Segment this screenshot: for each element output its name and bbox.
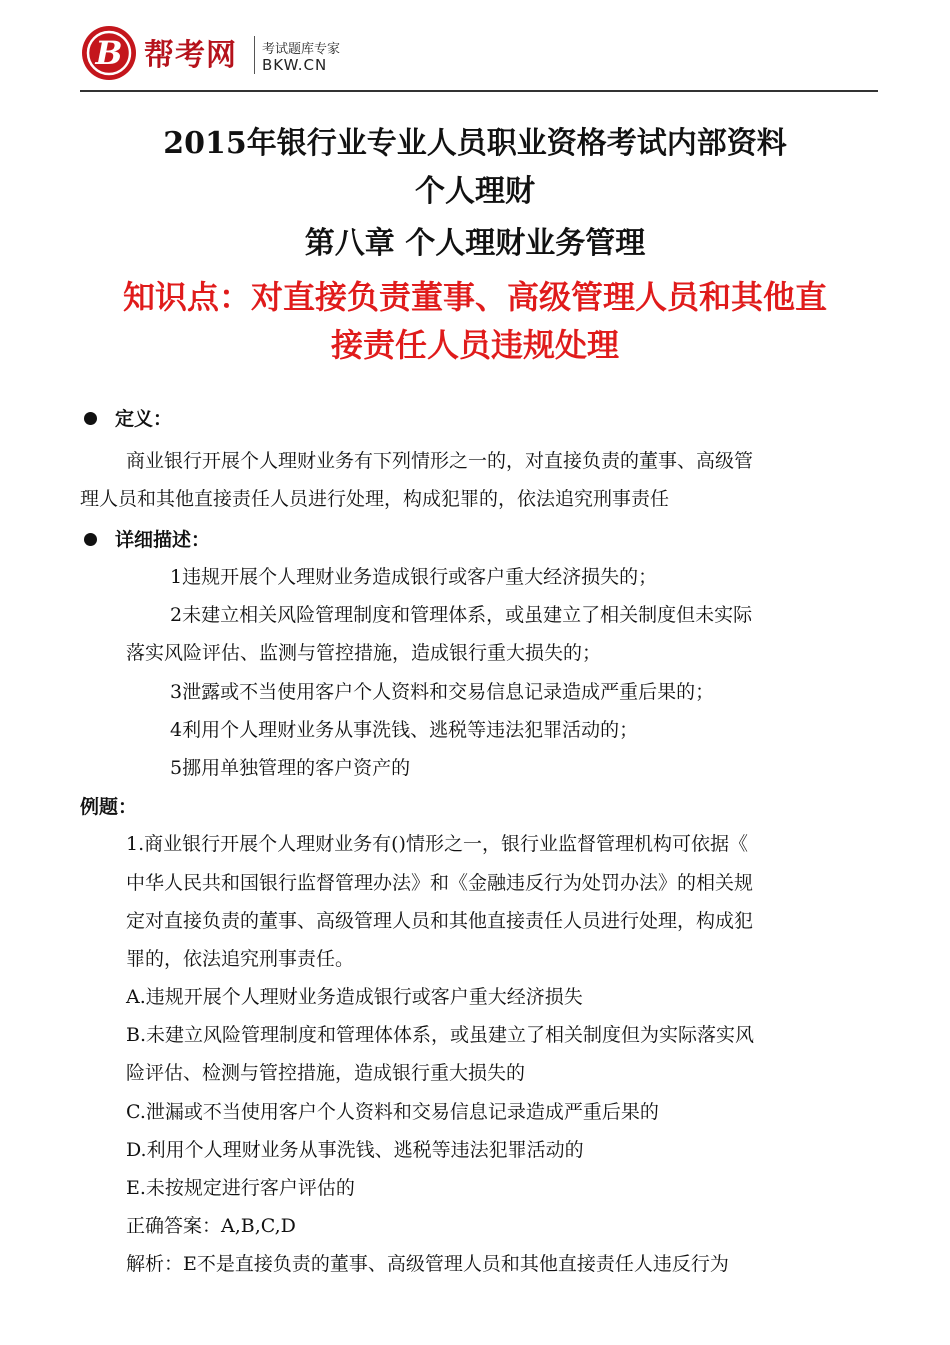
option-d: D.利用个人理财业务从事洗钱、逃税等违法犯罪活动的 bbox=[126, 1139, 584, 1161]
header-divider bbox=[80, 90, 878, 92]
option-a: A.违规开展个人理财业务造成银行或客户重大经济损失 bbox=[126, 986, 583, 1008]
chapter-title: 第八章 个人理财业务管理 bbox=[304, 226, 646, 261]
bullet-icon bbox=[84, 533, 97, 546]
detail-item: 落实风险评估、监测与管控措施，造成银行重大损失的； bbox=[126, 642, 602, 664]
details-heading bbox=[84, 525, 210, 552]
detail-item: 5挪用单独管理的客户资产的 bbox=[170, 757, 411, 779]
detail-item: 4利用个人理财业务从事洗钱、逃税等违法犯罪活动的； bbox=[170, 719, 639, 741]
analysis: 解析：E不是直接负责的董事、高级管理人员和其他直接责任人违反行为 bbox=[126, 1253, 729, 1275]
logo-b-icon bbox=[80, 24, 138, 82]
knowledge-point-title-line-1: 知识点：对直接负责董事、高级管理人员和其他直 bbox=[122, 278, 827, 316]
question-line: 罪的，依法追究刑事责任。 bbox=[126, 948, 355, 970]
logo-text: 帮考网 bbox=[144, 38, 237, 73]
option-b-continued: 险评估、检测与管控措施，造成银行重大损失的 bbox=[126, 1062, 526, 1084]
detail-item: 3泄露或不当使用客户个人资料和交易信息记录造成严重后果的； bbox=[170, 681, 715, 703]
knowledge-point-title-line-2: 接责任人员违规处理 bbox=[330, 326, 619, 364]
svg-text:B: B bbox=[95, 34, 123, 72]
document-title: 2015年银行业专业人员职业资格考试内部资料 bbox=[163, 126, 787, 161]
bullet-icon bbox=[84, 412, 97, 425]
option-e: E.未按规定进行客户评估的 bbox=[126, 1177, 355, 1199]
option-c: C.泄漏或不当使用客户个人资料和交易信息记录造成严重后果的 bbox=[126, 1101, 659, 1123]
definition-line-2: 理人员和其他直接责任人员进行处理，构成犯罪的，依法追究刑事责任 bbox=[80, 488, 670, 510]
question-line: 中华人民共和国银行监督管理办法》和《金融违反行为处罚办法》的相关规 bbox=[126, 872, 754, 894]
definition-heading-text: 定义： bbox=[115, 408, 173, 430]
definition-line-1: 商业银行开展个人理财业务有下列情形之一的，对直接负责的董事、高级管 bbox=[126, 450, 754, 472]
detail-item: 2未建立相关风险管理制度和管理体系，或虽建立了相关制度但未实际 bbox=[170, 604, 753, 626]
logo-tagline: 考试题库专家 bbox=[262, 42, 341, 57]
logo-divider bbox=[254, 36, 255, 74]
logo-domain: BKW.CN bbox=[262, 56, 328, 74]
question-line: 定对直接负责的董事、高级管理人员和其他直接责任人员进行处理，构成犯 bbox=[126, 910, 754, 932]
detail-item: 1违规开展个人理财业务造成银行或客户重大经济损失的； bbox=[170, 566, 658, 588]
question-line: 1.商业银行开展个人理财业务有()情形之一，银行业监督管理机构可依据《 bbox=[126, 833, 748, 855]
example-heading: 例题： bbox=[80, 796, 138, 818]
subject-title: 个人理财 bbox=[415, 174, 535, 209]
correct-answer: 正确答案：A,B,C,D bbox=[126, 1215, 296, 1237]
details-heading-text: 详细描述： bbox=[115, 529, 211, 551]
option-b: B.未建立风险管理制度和管理体体系，或虽建立了相关制度但为实际落实风 bbox=[126, 1024, 755, 1046]
definition-heading bbox=[84, 404, 172, 431]
page-header bbox=[80, 22, 880, 92]
